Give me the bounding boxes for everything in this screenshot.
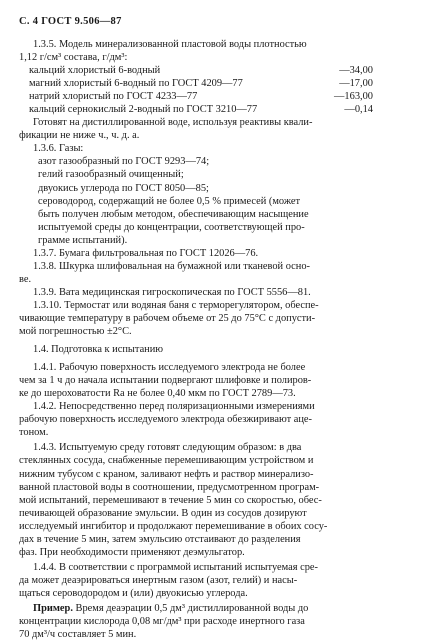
p136-line: азот газообразный по ГОСТ 9293—74; [38, 156, 210, 168]
p137: 1.3.7. Бумага фильтровальная по ГОСТ 12026—76. [33, 247, 259, 259]
p136-line: испытуемой среды до концентрации, соответствующей про- [38, 221, 305, 233]
p143-line: нижним тубусом с краном, заливают нефть и раствор минерализо- [19, 468, 314, 480]
composition-row [19, 64, 403, 77]
composition-row [19, 77, 403, 90]
p1310-line2: чивающие температуру в рабочем объеме от 25 до 75°С с допусти- [19, 312, 316, 324]
p143-line: 1.4.3. Испытуемую среду готовят следующим образом: в два [33, 442, 302, 454]
composition-value: —34,00 [339, 65, 373, 77]
p142-line3: тоном. [19, 427, 49, 439]
example-line3: 70 дм³/ч составляет 5 мин. [19, 629, 137, 641]
p143-line: дах в течение 5 мин, затем эмульсию отстаивают до разделения [19, 533, 301, 545]
p143-line: исследуемый ингибитор и продолжают перемешивание в обоих сосу- [19, 520, 328, 532]
p136-line: грамме испытаний). [38, 234, 128, 246]
p136-line: быть получен любым методом, обеспечивающим насыщение [38, 208, 309, 220]
p135-line2: 1,12 г/см³ состава, г/дм³: [19, 52, 128, 64]
p143-line: фаз. При необходимости применяют деэмульгатор. [19, 546, 245, 558]
example-text: Время деаэрации 0,5 дм³ дистиллированной воды до [72, 602, 309, 614]
p138-line1: 1.3.8. Шкурка шлифовальная на бумажной или тканевой осно- [33, 260, 310, 272]
p135-note-line1: Готовят на дистиллированной воде, используя реактивы квали- [33, 117, 313, 129]
p143-line: стеклянных сосуда, снабженные перемешивающим устройством и [19, 455, 314, 467]
example-label: Пример. [33, 602, 73, 614]
page-content [19, 38, 403, 641]
p143-line: мой испытаний, перемешивают в течение 5 мин со скоростью, обес- [19, 494, 322, 506]
page-header: С. 4 ГОСТ 9.506—87 [19, 16, 122, 27]
composition-value: —0,14 [344, 104, 373, 116]
p136-title: 1.3.6. Газы: [33, 143, 84, 155]
p142-line1: 1.4.2. Непосредственно перед поляризационными измерениями [33, 401, 315, 413]
section-heading: 1.4. Подготовка к испытанию [33, 344, 164, 356]
p141-line1: 1.4.1. Рабочую поверхность исследуемого электрода не более [33, 362, 306, 374]
p142-line2: рабочую поверхность исследуемого электрода обезжиривают аце- [19, 414, 312, 426]
p136-line: сероводород, содержащий не более 0,5 % примесей (может [38, 195, 301, 207]
p144-line3: щаться сероводородом и (или) двуокисью углерода. [19, 587, 248, 599]
p135-note-line2: фикации не ниже ч., ч. д. а. [19, 130, 140, 142]
p1310-line3: мой погрешностью ±2°С. [19, 326, 132, 338]
composition-label: кальций хлористый 6-водный [29, 65, 161, 77]
p138-line2: ве. [19, 273, 32, 285]
p135-line1: 1.3.5. Модель минерализованной пластовой воды плотностью [33, 39, 307, 50]
composition-value: —163,00 [334, 91, 373, 103]
p143-line: печивающей образование эмульсии. В один из сосудов дозируют [19, 507, 307, 519]
composition-label: кальций сернокислый 2-водный по ГОСТ 3210—77 [29, 104, 258, 116]
p1310-line1: 1.3.10. Термостат или водяная баня с терморегулятором, обеспе- [33, 299, 319, 311]
example-line2: концентрации кислорода 0,08 мг/дм³ при расходе инертного газа [19, 616, 305, 628]
composition-value: —17,00 [339, 78, 373, 90]
example-line1 [19, 602, 403, 615]
p136-line: двуокись углерода по ГОСТ 8050—85; [38, 182, 209, 194]
p139: 1.3.9. Вата медицинская гигроскопическая по ГОСТ 5556—81. [33, 286, 311, 298]
composition-row [19, 103, 403, 116]
composition-row [19, 90, 403, 103]
p144-line1: 1.4.4. В соответствии с программой испытаний испытуемая сре- [33, 561, 318, 573]
p136-line: гелий газообразный очищенный; [38, 169, 184, 181]
p141-line3: ке до шероховатости Ra не более 0,40 мкм по ГОСТ 2789—73. [19, 388, 296, 400]
p143-line: ванной пластовой воды в соотношении, предусмотренном програм- [19, 481, 320, 493]
p141-line2: чем за 1 ч до начала испытании подвергают шлифовке и полиров- [19, 375, 312, 387]
p144-line2: да может деаэрироваться инертным газом (азот, гелий) и насы- [19, 574, 298, 586]
composition-label: натрий хлористый по ГОСТ 4233—77 [29, 91, 198, 103]
composition-label: магний хлористый 6-водный по ГОСТ 4209—77 [29, 78, 243, 90]
